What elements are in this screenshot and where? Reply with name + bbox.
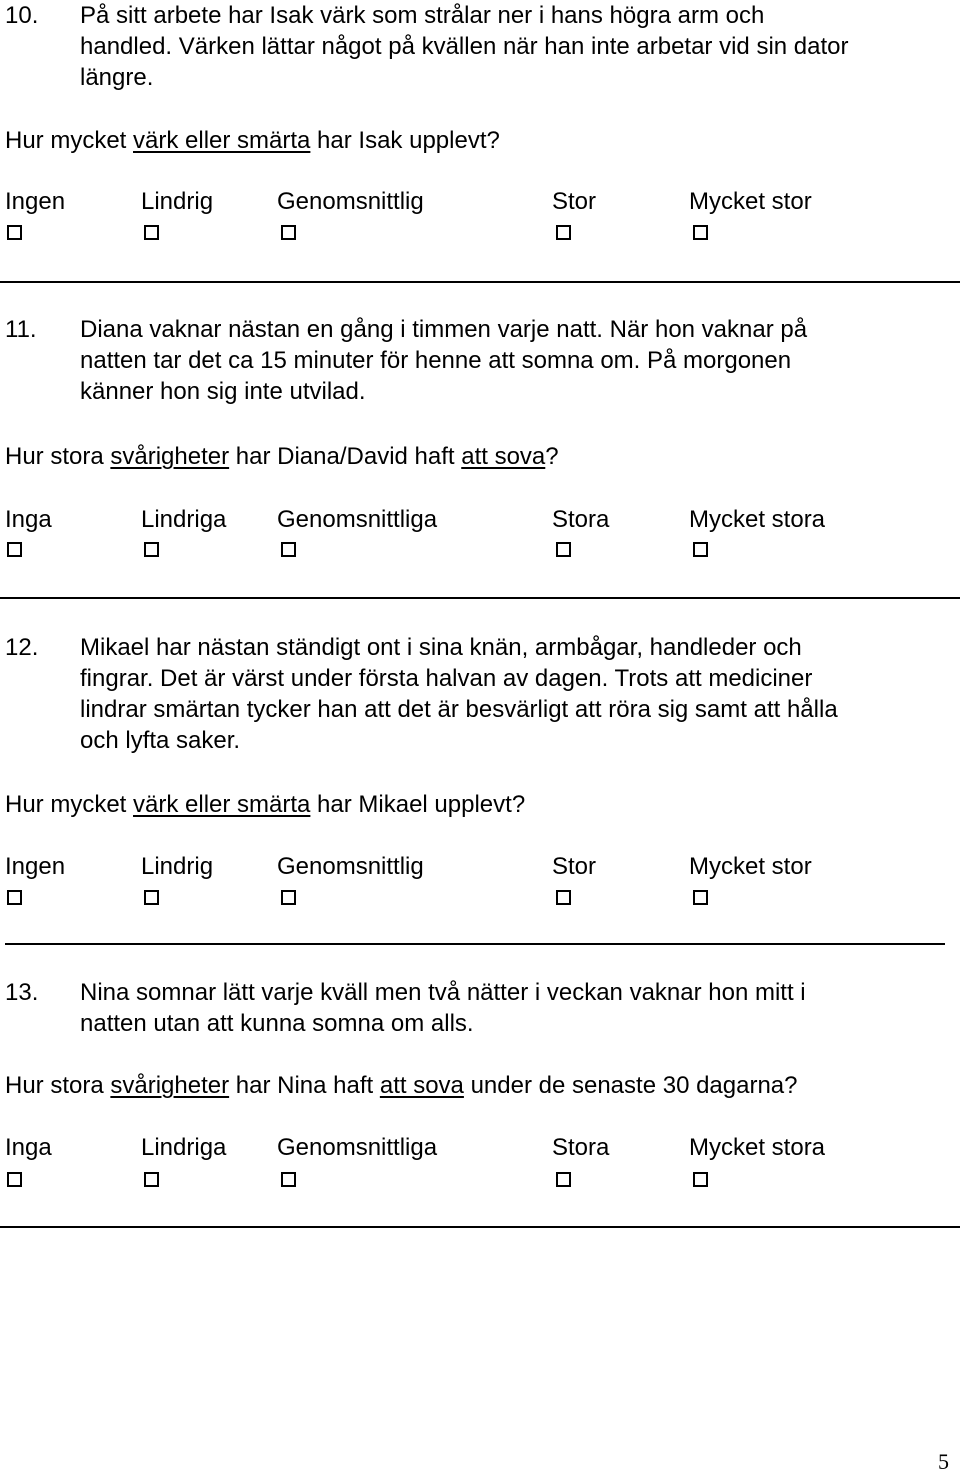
checkbox[interactable]: [7, 225, 22, 240]
option-label: Stor: [552, 188, 597, 215]
item-text-line: Diana vaknar nästan en gång i timmen varje natt. När hon vaknar på: [80, 316, 808, 343]
option-label: Lindrig: [141, 853, 214, 880]
checkbox[interactable]: [556, 1172, 571, 1187]
separator-line: [0, 1226, 960, 1228]
option-label: Stora: [552, 506, 610, 533]
option-label: Ingen: [5, 188, 66, 215]
separator-line: [0, 281, 960, 283]
item-text-line: På sitt arbete har Isak värk som strålar ner i hans högra arm och: [80, 2, 765, 29]
checkbox[interactable]: [693, 890, 708, 905]
option-label: Genomsnittlig: [277, 853, 424, 880]
page-number: 5: [938, 1449, 949, 1474]
option-label: Inga: [5, 506, 52, 533]
question: Hur stora svårigheter har Nina haft att sova under de senaste 30 dagarna?: [5, 1072, 798, 1099]
item-text-line: lindrar smärtan tycker han att det är besvärligt att röra sig samt att hålla: [80, 696, 838, 723]
checkbox[interactable]: [281, 1172, 296, 1187]
item-text-line: Mikael har nästan ständigt ont i sina knän, armbågar, handleder och: [80, 634, 802, 661]
checkbox[interactable]: [7, 1172, 22, 1187]
item-number: 13.: [5, 979, 39, 1006]
checkbox[interactable]: [281, 225, 296, 240]
option-label: Genomsnittlig: [277, 188, 424, 215]
checkbox[interactable]: [693, 225, 708, 240]
option-label: Mycket stor: [689, 853, 812, 880]
question: Hur stora svårigheter har Diana/David haft att sova?: [5, 443, 559, 470]
item-text-line: natten utan att kunna somna om alls.: [80, 1010, 474, 1037]
option-label: Genomsnittliga: [277, 1134, 438, 1161]
checkbox[interactable]: [281, 542, 296, 557]
checkbox[interactable]: [144, 225, 159, 240]
option-label: Stor: [552, 853, 597, 880]
checkbox[interactable]: [144, 1172, 159, 1187]
item-text-line: fingrar. Det är värst under första halvan av dagen. Trots att mediciner: [80, 665, 813, 692]
checkbox[interactable]: [7, 890, 22, 905]
option-label: Inga: [5, 1134, 52, 1161]
option-label: Ingen: [5, 853, 66, 880]
option-label: Stora: [552, 1134, 610, 1161]
item-text-line: Nina somnar lätt varje kväll men två nätter i veckan vaknar hon mitt i: [80, 979, 806, 1006]
option-label: Lindriga: [141, 506, 227, 533]
option-label: Genomsnittliga: [277, 506, 438, 533]
item-number: 10.: [5, 2, 39, 29]
question: Hur mycket värk eller smärta har Mikael upplevt?: [5, 791, 526, 818]
item-number: 11.: [5, 316, 37, 343]
checkbox[interactable]: [144, 542, 159, 557]
checkbox[interactable]: [556, 890, 571, 905]
option-label: Lindrig: [141, 188, 214, 215]
item-text-line: och lyfta saker.: [80, 727, 241, 754]
option-label: Mycket stor: [689, 188, 812, 215]
item-text-line: natten tar det ca 15 minuter för henne att somna om. På morgonen: [80, 347, 792, 374]
checkbox[interactable]: [556, 542, 571, 557]
checkbox[interactable]: [144, 890, 159, 905]
item-number: 12.: [5, 634, 39, 661]
option-label: Mycket stora: [689, 1134, 826, 1161]
checkbox[interactable]: [693, 1172, 708, 1187]
option-label: Lindriga: [141, 1134, 227, 1161]
checkbox[interactable]: [281, 890, 296, 905]
checkbox[interactable]: [7, 542, 22, 557]
question: Hur mycket värk eller smärta har Isak upplevt?: [5, 127, 500, 154]
option-label: Mycket stora: [689, 506, 826, 533]
item-text-line: längre.: [80, 64, 154, 91]
separator-line: [0, 597, 960, 599]
item-text-line: handled. Värken lättar något på kvällen när han inte arbetar vid sin dator: [80, 33, 849, 60]
item-text-line: känner hon sig inte utvilad.: [80, 378, 366, 405]
separator-line: [5, 943, 945, 945]
checkbox[interactable]: [556, 225, 571, 240]
checkbox[interactable]: [693, 542, 708, 557]
